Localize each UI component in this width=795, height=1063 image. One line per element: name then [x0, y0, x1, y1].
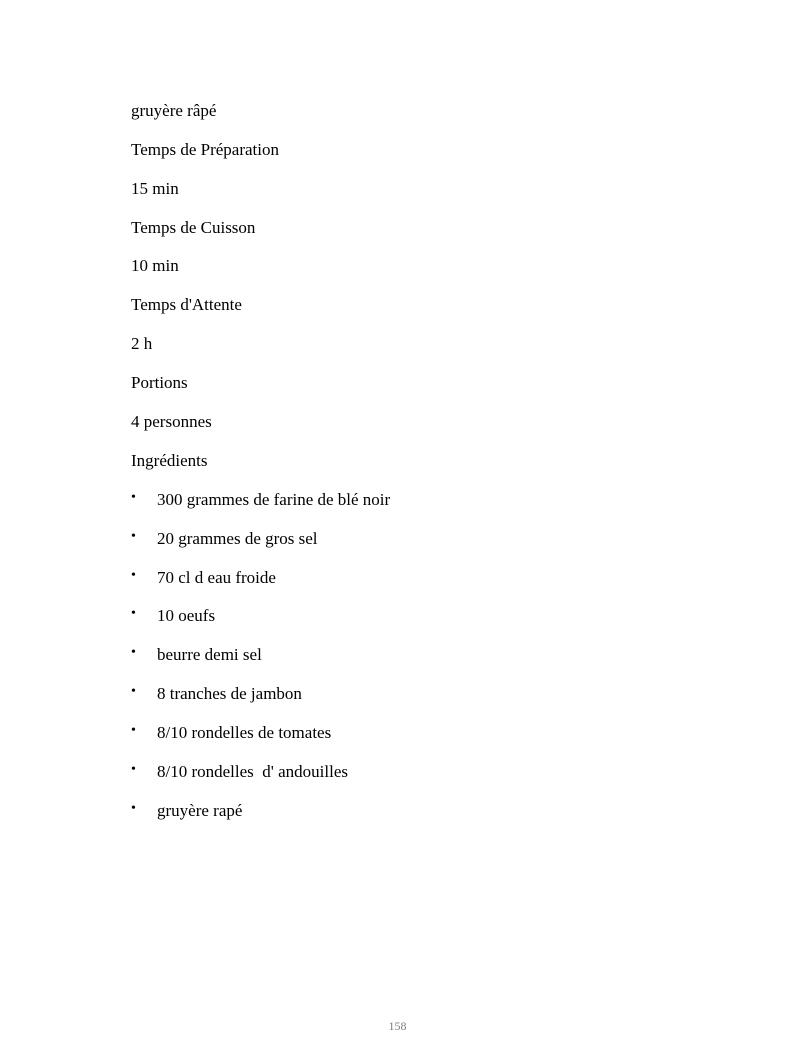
leftover-ingredient-line: gruyère râpé	[131, 101, 217, 120]
cook-time-value: 10 min	[131, 256, 179, 275]
bullet-icon: •	[131, 490, 136, 505]
ingredient-text: 70 cl d eau froide	[157, 568, 276, 587]
ingredient-text: beurre demi sel	[157, 645, 262, 664]
bullet-icon: •	[131, 684, 136, 699]
prep-time-value: 15 min	[131, 179, 179, 198]
ingredient-text: 8/10 rondelles d' andouilles	[157, 762, 348, 781]
portions-value: 4 personnes	[131, 412, 212, 431]
ingredient-text: 10 oeufs	[157, 606, 216, 625]
ingredients-heading: Ingrédients	[131, 451, 208, 470]
ingredient-text: 300 grammes de farine de blé noir	[157, 490, 391, 509]
portions-label: Portions	[131, 373, 188, 392]
bullet-icon: •	[131, 606, 136, 621]
bullet-icon: •	[131, 762, 136, 777]
ingredient-text: gruyère rapé	[157, 801, 243, 820]
bullet-icon: •	[131, 801, 136, 816]
bullet-icon: •	[131, 529, 136, 544]
bullet-icon: •	[131, 568, 136, 583]
cook-time-label: Temps de Cuisson	[131, 218, 256, 237]
ingredient-text: 8 tranches de jambon	[157, 684, 302, 703]
page-number: 158	[388, 1019, 407, 1033]
wait-time-value: 2 h	[131, 334, 153, 353]
ingredient-text: 20 grammes de gros sel	[157, 529, 318, 548]
bullet-icon: •	[131, 645, 136, 660]
bullet-icon: •	[131, 723, 136, 738]
prep-time-label: Temps de Préparation	[131, 140, 279, 159]
wait-time-label: Temps d'Attente	[131, 295, 242, 314]
ingredient-text: 8/10 rondelles de tomates	[157, 723, 332, 742]
